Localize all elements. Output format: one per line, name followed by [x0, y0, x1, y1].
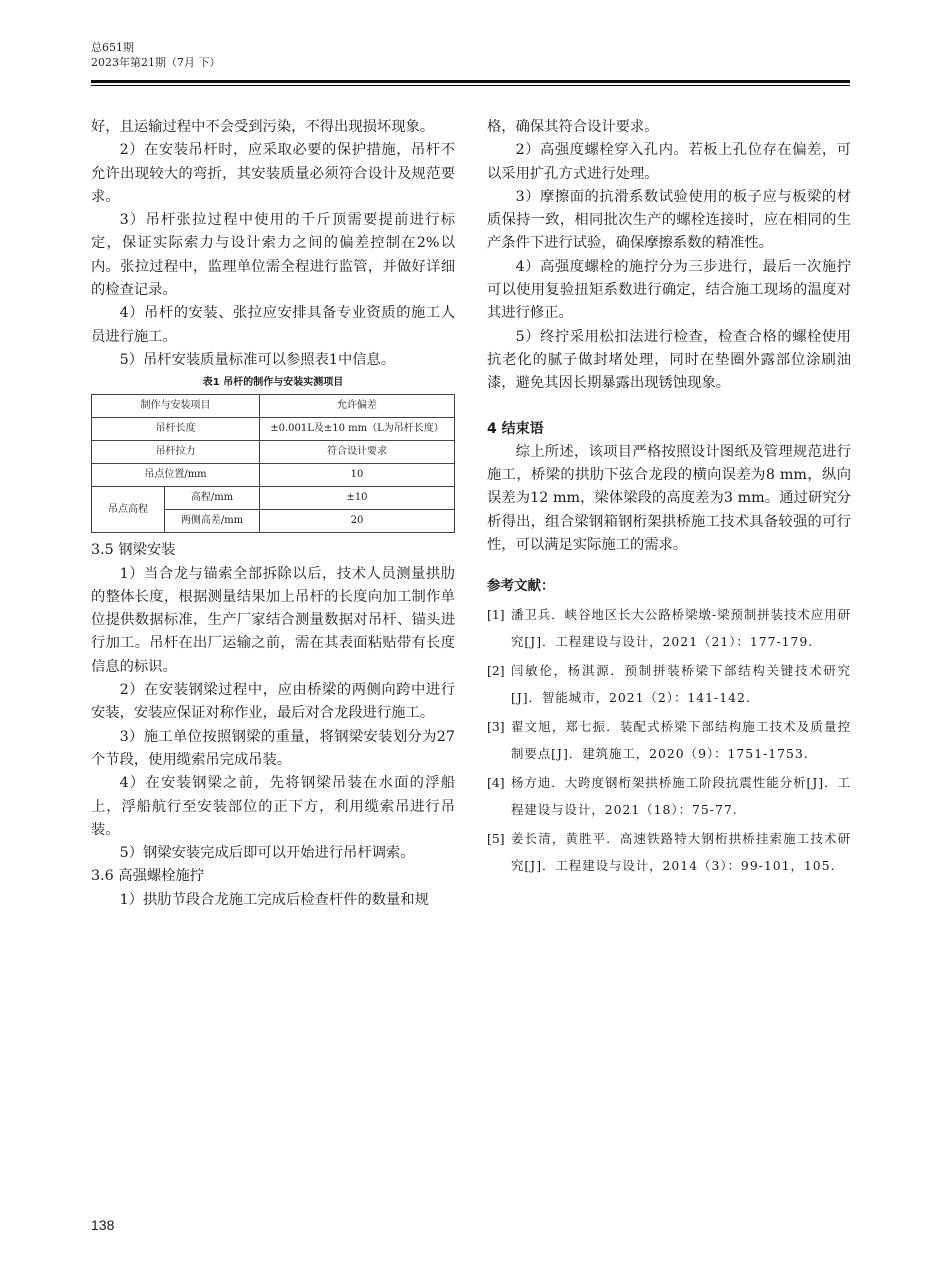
paragraph: 5）终拧采用松扣法进行检查，检查合格的螺栓使用抗老化的腻子做封堵处理，同时在垫圈外露部位涂刷油漆，避免其因长期暴露出现锈蚀现象。: [487, 328, 851, 392]
paragraph: 3）摩擦面的抗滑系数试验使用的板子应与板梁的材质保持一致，相同批次生产的螺栓连接时，应在相同的生产条件下进行试验，确保摩擦系数的精准性。: [487, 188, 851, 252]
table-cell: 吊杆拉力: [92, 441, 260, 464]
table-cell: 两侧高差/mm: [165, 510, 260, 533]
reference-number: [1]: [487, 606, 505, 622]
table-row: [92, 487, 455, 510]
right-column: [487, 116, 851, 881]
issue-total: 总651期: [91, 41, 134, 54]
reference-number: [4]: [487, 774, 505, 790]
table-cell: ±0.001L及±10 mm（L为吊杆长度）: [260, 418, 455, 441]
reference-number: [3]: [487, 718, 505, 734]
reference-item: [487, 769, 851, 823]
paragraph: 2）在安装钢梁过程中，应由桥梁的两侧向跨中进行安装，安装应保证对称作业，最后对合龙段进行施工。: [91, 682, 455, 722]
paragraph: 1）当合龙与锚索全部拆除以后，技术人员测量拱肋的整体长度，根据测量结果加上吊杆的长度向加工制作单位提供数据标准，生产厂家结合测量数据对吊杆、锚头进行加工。吊杆在出厂运输之前，需在其表面粘贴带有长度信息的标识。: [91, 565, 455, 675]
paragraph: 1）拱肋节段合龙施工完成后检查杆件的数量和规: [119, 891, 429, 908]
header-rule-thick: [91, 80, 850, 83]
table-header-cell: 制作与安装项目: [92, 395, 260, 418]
reference-item: [487, 601, 851, 655]
paragraph: 5）吊杆安装质量标准可以参照表1中信息。: [119, 351, 396, 368]
paragraph: 3）施工单位按照钢梁的重量，将钢梁安装划分为27个节段，使用缆索吊完成吊装。: [91, 728, 455, 768]
table-caption: 表1 吊杆的制作与安装实测项目: [202, 377, 344, 389]
table-row: [92, 418, 455, 441]
reference-number: [5]: [487, 830, 505, 846]
table-cell: 符合设计要求: [260, 441, 455, 464]
section-heading: 3.5 钢梁安装: [91, 542, 176, 559]
reference-item: [487, 713, 851, 767]
table-cell: 10: [260, 464, 455, 487]
section-heading: 4 结束语: [487, 420, 544, 437]
paragraph: 格，确保其符合设计要求。: [487, 119, 659, 135]
paragraph: 4）高强度螺栓的施拧分为三步进行，最后一次施拧可以使用复验扭矩系数进行确定，结合施工现场的温度对其进行修正。: [487, 258, 851, 322]
paragraph: 5）钢梁安装完成后即可以开始进行吊杆调索。: [119, 845, 415, 862]
reference-text: 潘卫兵．峡谷地区长大公路桥梁墩-梁预制拼装技术应用研究[J]．工程建设与设计，2021（21）：177-179.: [511, 606, 851, 649]
table-cell: 吊杆长度: [92, 418, 260, 441]
table-row: [92, 441, 455, 464]
paragraph: 2）高强度螺栓穿入孔内。若板上孔位存在偏差，可以采用扩孔方式进行处理。: [487, 142, 851, 182]
reference-text: 姜长清，黄胜平．高速铁路特大钢桁拱桥挂索施工技术研究[J]．工程建设与设计，2014（3）：99-101，105.: [511, 830, 851, 873]
page-number: 138: [91, 1217, 115, 1233]
table-cell: 20: [260, 510, 455, 533]
paragraph: 4）吊杆的安装、张拉应安排具备专业资质的施工人员进行施工。: [91, 305, 455, 345]
table-header-cell: 允许偏差: [260, 395, 455, 418]
reference-text: 杨方迪．大跨度钢桁架拱桥施工阶段抗震性能分析[J]．工程建设与设计，2021（18）：75-77.: [511, 774, 851, 817]
table-cell: 吊点位置/mm: [92, 464, 260, 487]
references-heading: 参考文献：: [487, 578, 555, 595]
table-header-row: [92, 395, 455, 418]
reference-text: 闫敏伦，杨淇源．预制拼装桥梁下部结构关键技术研究[J]．智能城市，2021（2）：141-142.: [511, 662, 851, 705]
spec-table: [91, 394, 455, 533]
paragraph: 3）吊杆张拉过程中使用的千斤顶需要提前进行标定，保证实际索力与设计索力之间的偏差控制在2%以内。张拉过程中，监理单位需全程进行监管，并做好详细的检查记录。: [91, 212, 455, 299]
reference-item: [487, 825, 851, 879]
table-group-cell: 吊点高程: [92, 487, 165, 533]
header-rule-thin: [91, 85, 850, 86]
reference-number: [2]: [487, 662, 505, 678]
paragraph: 2）在安装吊杆时，应采取必要的保护措施，吊杆不允许出现较大的弯折，其安装质量必须符合设计及规范要求。: [91, 142, 455, 205]
section-heading: 3.6 高强螺栓施拧: [91, 868, 205, 885]
table-cell: ±10: [260, 487, 455, 510]
journal-header: [91, 40, 221, 70]
table-row: [92, 464, 455, 487]
paragraph: 4）在安装钢梁之前，先将钢梁吊装在水面的浮船上，浮船航行至安装部位的正下方，利用缆索吊进行吊装。: [91, 775, 455, 838]
table-cell: 高程/mm: [165, 487, 260, 510]
issue-date: 2023年第21期（7月 下）: [91, 56, 221, 69]
paragraph: 综上所述，该项目严格按照设计图纸及管理规范进行施工，桥梁的拱肋下弦合龙段的横向误差为8 mm，纵向误差为12 mm，梁体梁段的高度差为3 mm。通过研究分析得出，组合梁钢箱钢桁架拱桥施工技术具备较强的可行性，可以满足实际施工的需求。: [487, 443, 851, 554]
left-column: [91, 116, 455, 912]
paragraph: 好，且运输过程中不会受到污染，不得出现损坏现象。: [91, 119, 435, 135]
reference-item: [487, 657, 851, 711]
reference-text: 翟文旭，郑七振．装配式桥梁下部结构施工技术及质量控制要点[J]．建筑施工，2020（9）：1751-1753.: [511, 718, 851, 761]
